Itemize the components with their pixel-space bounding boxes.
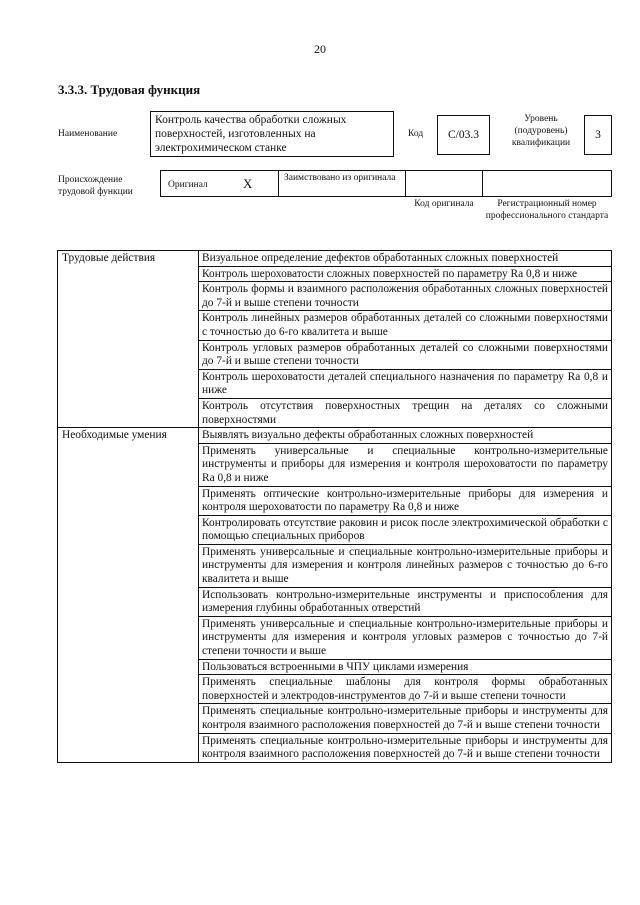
item-cell: Контроль отсутствия поверхностных трещин на деталях со сложными поверхностями xyxy=(199,398,612,427)
category-cell: Необходимые умения xyxy=(58,428,199,763)
item-cell: Использовать контрольно-измерительные инструменты и приспособления для измерения глубины обработанных отверстий xyxy=(199,587,612,616)
level-label: Уровень (подуровень) квалификации xyxy=(511,114,571,148)
original-mark: X xyxy=(243,176,253,191)
item-cell: Применять оптические контрольно-измерительные приборы для измерения и контроля шероховатости по параметру Ra 0,8 и ниже xyxy=(199,486,612,515)
code-box xyxy=(437,115,490,155)
table-row xyxy=(58,428,612,444)
code-value: С/03.3 xyxy=(448,129,479,141)
item-cell: Применять универсальные и специальные контрольно-измерительные инструменты и приборы для измерения и контроля шероховатости по параметру Ra 0,8 и ниже xyxy=(199,443,612,486)
function-name-box xyxy=(150,111,394,157)
code-label: Код xyxy=(408,129,424,139)
item-cell: Контроль формы и взаимного расположения обработанных сложных поверхностей до 7-й и выше степени точности xyxy=(199,282,612,311)
level-box xyxy=(584,115,612,155)
table-row xyxy=(58,251,612,267)
section-title: 3.3.3. Трудовая функция xyxy=(58,82,201,97)
code-original-box xyxy=(405,170,483,197)
reg-number-box xyxy=(482,170,612,197)
item-cell: Контроль шероховатости сложных поверхностей по параметру Ra 0,8 и ниже xyxy=(199,266,612,282)
item-cell: Контролировать отсутствие раковин и рисок после электрохимической обработки с помощью специальных приборов xyxy=(199,515,612,544)
function-details-table xyxy=(57,250,612,763)
code-original-label: Код оригинала xyxy=(414,199,474,209)
level-value: 3 xyxy=(595,129,601,141)
name-label: Наименование xyxy=(58,129,118,139)
item-cell: Применять универсальные и специальные контрольно-измерительные приборы и инструменты для измерения и контроля угловых размеров с точностью до 7-й степени точности и выше xyxy=(199,616,612,659)
item-cell: Контроль линейных размеров обработанных деталей со сложными поверхностями с точностью до 6-го квалитета и выше xyxy=(199,311,612,340)
item-cell: Применять специальные контрольно-измерительные приборы и инструменты для контроля взаимного расположения поверхностей до 7-й и выше степени точности xyxy=(199,704,612,733)
item-cell: Визуальное определение дефектов обработанных сложных поверхностей xyxy=(199,251,612,267)
item-cell: Применять специальные шаблоны для контроля формы обработанных поверхностей и электродов-инструментов до 7-й и выше степени точности xyxy=(199,675,612,704)
item-cell: Применять универсальные и специальные контрольно-измерительные приборы и инструменты для измерения и контроля линейных размеров с точностью до 6-го квалитета и выше xyxy=(199,544,612,587)
category-cell: Трудовые действия xyxy=(58,251,199,428)
reg-number-label: Регистрационный номер профессионального стандарта xyxy=(485,199,609,221)
borrowed-label: Заимствовано из оригинала xyxy=(284,173,396,183)
page-number: 20 xyxy=(314,42,326,56)
item-cell: Применять специальные контрольно-измерительные приборы и инструменты для контроля взаимного расположения поверхностей до 7-й и выше степени точности xyxy=(199,733,612,762)
origin-label: Происхождение трудовой функции xyxy=(58,175,133,197)
item-cell: Пользоваться встроенными в ЧПУ циклами измерения xyxy=(199,659,612,675)
item-cell: Контроль угловых размеров обработанных деталей со сложными поверхностями до 7-й и выше степени точности xyxy=(199,340,612,369)
original-box xyxy=(160,170,279,197)
original-label: Оригинал xyxy=(168,180,208,190)
borrowed-box xyxy=(278,170,406,197)
item-cell: Контроль шероховатости деталей специального назначения по параметру Ra 0,8 и ниже xyxy=(199,369,612,398)
function-name-value: Контроль качества обработки сложных поверхностей, изготовленных на электрохимическом станке xyxy=(155,114,347,154)
item-cell: Выявлять визуально дефекты обработанных сложных поверхностей xyxy=(199,428,612,444)
